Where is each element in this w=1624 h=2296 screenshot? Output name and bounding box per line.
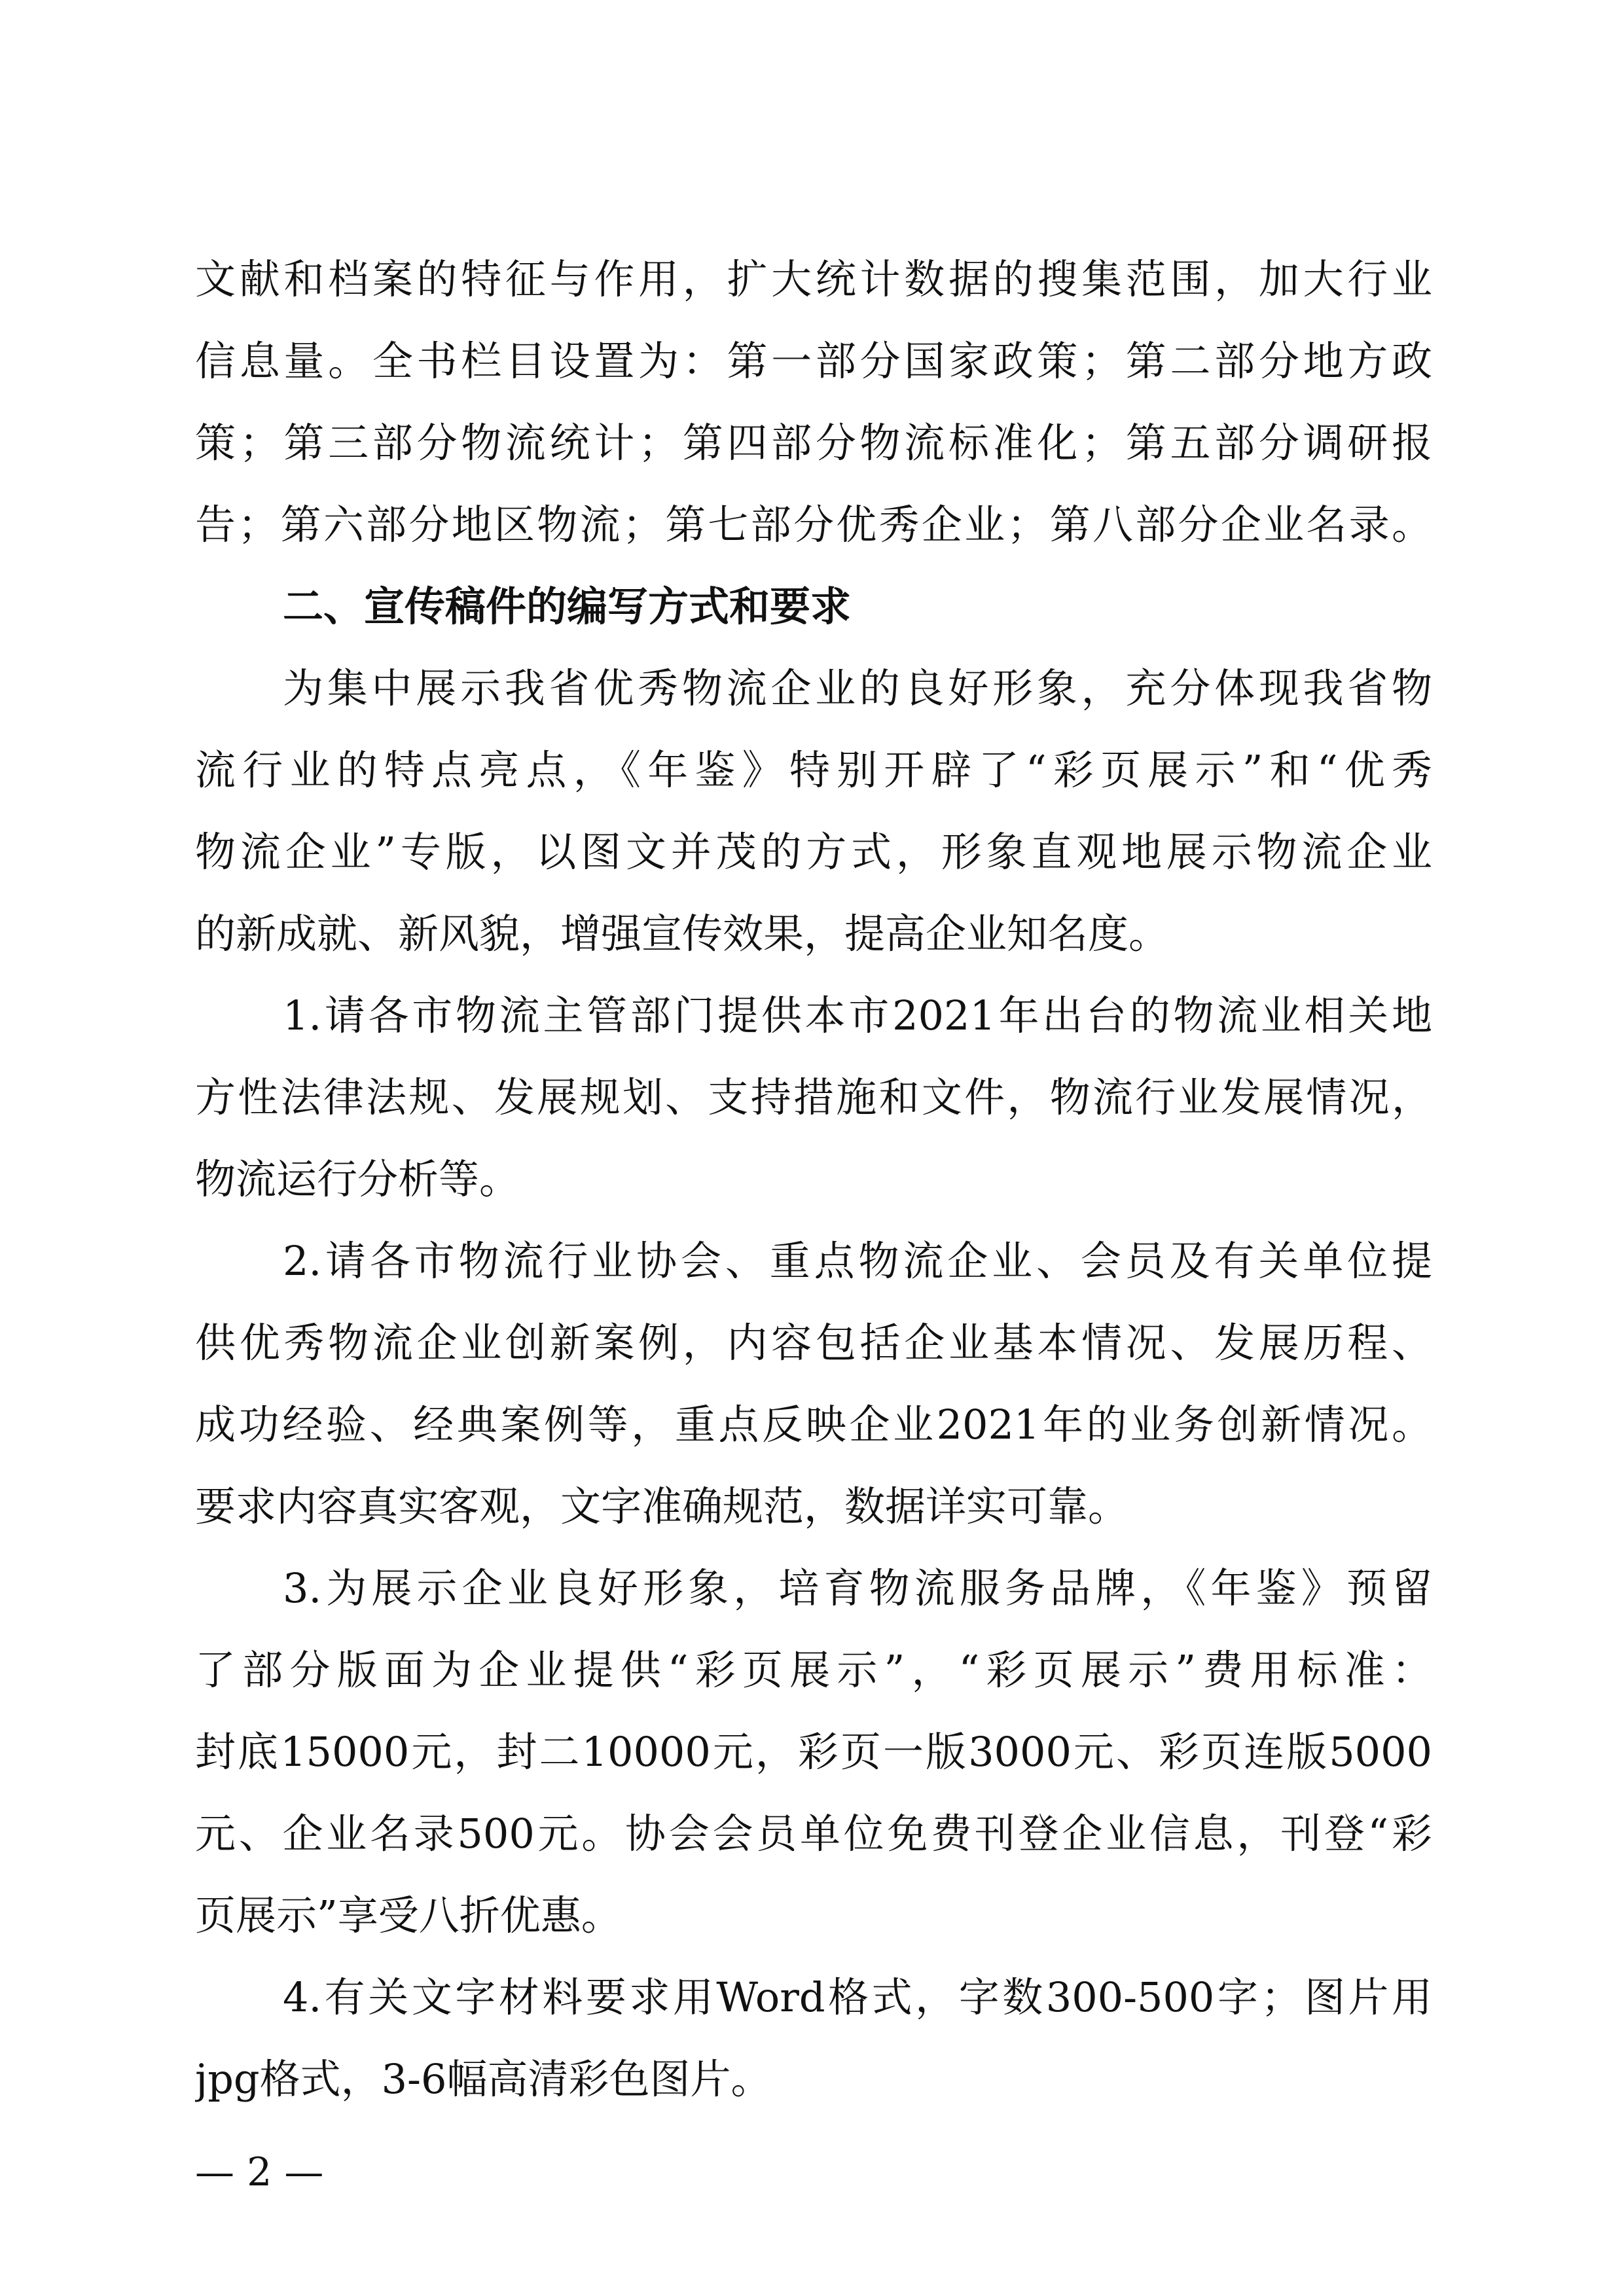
body-line: 策；第三部分物流统计；第四部分物流标准化；第五部分调研报 xyxy=(195,419,1432,467)
body-line: 1.请各市物流主管部门提供本市2021年出台的物流业相关地 xyxy=(283,992,1432,1039)
body-line: 供优秀物流企业创新案例，内容包括企业基本情况、发展历程、 xyxy=(195,1319,1432,1367)
body-line: 封底15000元，封二10000元，彩页一版3000元、彩页连版5000 xyxy=(195,1728,1432,1776)
page-number: — 2 — xyxy=(195,2149,324,2195)
body-line: 3.为展示企业良好形象，培育物流服务品牌，《年鉴》预留 xyxy=(283,1564,1432,1612)
body-line: 了部分版面为企业提供“彩页展示”，“彩页展示”费用标准： xyxy=(195,1646,1432,1694)
body-line: 成功经验、经典案例等，重点反映企业2021年的业务创新情况。 xyxy=(195,1401,1432,1448)
body-line: 2.请各市物流行业协会、重点物流企业、会员及有关单位提 xyxy=(283,1237,1432,1285)
body-line: 物流运行分析等。 xyxy=(195,1155,520,1203)
section-heading: 二、宣传稿件的编写方式和要求 xyxy=(283,583,852,630)
body-line: 元、企业名录500元。协会会员单位免费刊登企业信息，刊登“彩 xyxy=(195,1810,1432,1857)
body-line: jpg格式，3-6幅高清彩色图片。 xyxy=(195,2055,772,2103)
body-line: 物流企业”专版，以图文并茂的方式，形象直观地展示物流企业 xyxy=(195,828,1432,876)
body-line: 要求内容真实客观，文字准确规范，数据详实可靠。 xyxy=(195,1482,1129,1530)
body-line: 4.有关文字材料要求用Word格式，字数300-500字；图片用 xyxy=(283,1973,1432,2021)
body-line: 的新成就、新风貌，增强宣传效果，提高企业知名度。 xyxy=(195,910,1170,958)
body-line: 文献和档案的特征与作用，扩大统计数据的搜集范围，加大行业 xyxy=(195,255,1432,303)
body-line: 为集中展示我省优秀物流企业的良好形象，充分体现我省物 xyxy=(283,664,1432,712)
body-line: 方性法律法规、发展规划、支持措施和文件，物流行业发展情况， xyxy=(195,1073,1432,1121)
body-line: 页展示”享受八折优惠。 xyxy=(195,1892,622,1939)
body-line: 告；第六部分地区物流；第七部分优秀企业；第八部分企业名录。 xyxy=(195,501,1432,548)
body-line: 流行业的特点亮点，《年鉴》特别开辟了“彩页展示”和“优秀 xyxy=(195,746,1432,794)
body-line: 信息量。全书栏目设置为：第一部分国家政策；第二部分地方政 xyxy=(195,337,1432,385)
